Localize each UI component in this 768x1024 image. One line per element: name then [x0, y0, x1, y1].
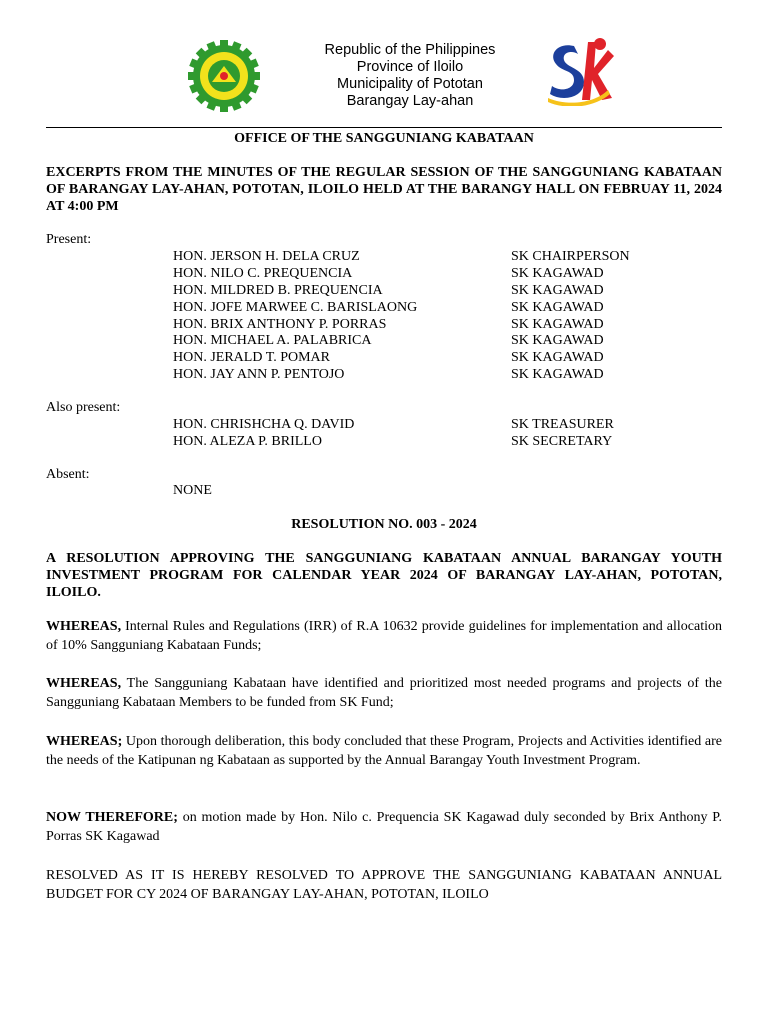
attendee-position: SK SECRETARY — [511, 434, 613, 449]
attendee-position: SK KAGAWAD — [511, 283, 604, 298]
whereas-text: Internal Rules and Regulations (IRR) of R.A 10632 provide guidelines for implementation and allocation of 10% Sangguniang Kabataan Funds; — [46, 619, 722, 653]
header-divider — [46, 127, 722, 128]
letterhead — [0, 0, 768, 120]
whereas-clause-3 — [46, 733, 722, 770]
resolved-clause: RESOLVED AS IT IS HEREBY RESOLVED TO APPROVE THE SANGGUNIANG KABATAAN ANNUAL BUDGET FOR CY 2024 OF BARANGAY LAY-AHAN, POTOTAN, ILOILO — [46, 868, 722, 902]
absent-label: Absent: — [46, 467, 90, 482]
resolution-title: A RESOLUTION APPROVING THE SANGGUNIANG KABATAAN ANNUAL BARANGAY YOUTH INVESTMENT PROGRAM FOR CALENDAR YEAR 2024 OF BARANGAY LAY-AHAN, POTOTAN, ILOILO. — [46, 551, 722, 600]
attendee-name: HON. JERALD T. POMAR — [173, 350, 330, 365]
attendee-name: HON. CHRISHCHA Q. DAVID — [173, 417, 355, 432]
attendee-position: SK CHAIRPERSON — [511, 249, 630, 264]
country-line: Republic of the Philippines — [324, 42, 496, 58]
resolution-number: RESOLUTION NO. 003 - 2024 — [291, 517, 477, 532]
whereas-clause-2 — [46, 675, 722, 712]
now-therefore-keyword: NOW THEREFORE; — [46, 810, 178, 825]
whereas-keyword: WHEREAS, — [46, 619, 122, 634]
excerpt-heading: EXCERPTS FROM THE MINUTES OF THE REGULAR SESSION OF THE SANGGUNIANG KABATAAN OF BARANGAY LAY-AHAN, POTOTAN, ILOILO HELD AT THE BARANGY HALL ON FEBRUAY 11, 2024 AT 4:00 PM — [46, 165, 722, 214]
office-title: OFFICE OF THE SANGGUNIANG KABATAAN — [234, 131, 534, 146]
attendee-position: SK KAGAWAD — [511, 367, 604, 382]
municipality-line: Municipality of Pototan — [337, 76, 483, 92]
letterhead-text — [280, 42, 540, 110]
attendee-name: HON. ALEZA P. BRILLO — [173, 434, 322, 449]
province-line: Province of Iloilo — [356, 59, 464, 75]
whereas-clause-1 — [46, 618, 722, 655]
attendee-position: SK KAGAWAD — [511, 266, 604, 281]
attendee-position: SK TREASURER — [511, 417, 614, 432]
whereas-text: The Sangguniang Kabataan have identified and prioritized most needed programs and projects of the Sangguniang Kabataan Members to be funded from SK Fund; — [46, 676, 722, 710]
whereas-keyword: WHEREAS; — [46, 734, 123, 749]
attendee-name: HON. JERSON H. DELA CRUZ — [173, 249, 360, 264]
attendee-position: SK KAGAWAD — [511, 333, 604, 348]
attendee-position: SK KAGAWAD — [511, 317, 604, 332]
attendee-name: HON. MICHAEL A. PALABRICA — [173, 333, 372, 348]
attendee-position: SK KAGAWAD — [511, 300, 604, 315]
absent-value: NONE — [173, 483, 212, 498]
municipal-seal-icon — [188, 40, 260, 112]
present-label: Present: — [46, 232, 92, 247]
also-present-label: Also present: — [46, 400, 121, 415]
whereas-text: Upon thorough deliberation, this body concluded that these Program, Projects and Activities identified are the needs of the Katipunan ng Kabataan as supported by the Annual Barangay Youth Investment Program. — [46, 734, 722, 768]
barangay-line: Barangay Lay-ahan — [346, 93, 474, 109]
attendee-name: HON. JAY ANN P. PENTOJO — [173, 367, 345, 382]
attendee-name: HON. JOFE MARWEE C. BARISLAONG — [173, 300, 418, 315]
sk-logo-icon — [544, 34, 616, 106]
attendee-name: HON. MILDRED B. PREQUENCIA — [173, 283, 383, 298]
now-therefore-text: on motion made by Hon. Nilo c. Prequencia SK Kagawad duly seconded by Brix Anthony P. Porras SK Kagawad — [46, 810, 723, 844]
now-therefore-clause — [46, 809, 722, 846]
whereas-keyword: WHEREAS, — [46, 676, 122, 691]
attendee-name: HON. BRIX ANTHONY P. PORRAS — [173, 317, 387, 332]
attendee-name: HON. NILO C. PREQUENCIA — [173, 266, 353, 281]
attendee-position: SK KAGAWAD — [511, 350, 604, 365]
